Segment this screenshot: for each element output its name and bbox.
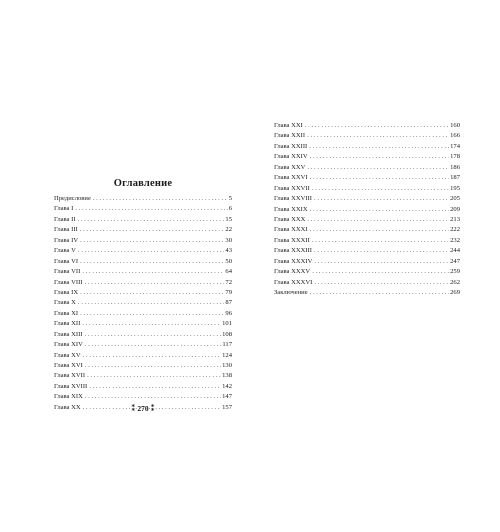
toc-entry-label: Глава XXXI [274,226,308,234]
toc-entry-label: Глава XXXV [274,268,311,276]
toc-entry [54,204,232,214]
toc-entry [274,225,460,235]
toc-entry-label: Глава III [54,226,78,234]
toc-dot-leader [80,257,224,267]
toc-dot-leader [93,194,228,204]
toc-dot-leader [84,278,224,288]
toc-entry-label: Глава XVI [54,362,83,369]
toc-dot-leader [309,142,449,152]
toc-entry-page: 101 [222,320,232,328]
toc-dot-leader [85,392,221,402]
toc-entry-page: 247 [450,257,460,265]
toc-entry [54,257,232,267]
folio-ornament-left-icon: ⁑ [131,404,136,413]
toc-entry-page: 209 [450,205,460,213]
toc-entry-page: 79 [225,288,232,296]
page-number-value: 270 [137,404,149,413]
toc-entry-page: 6 [228,205,232,213]
toc-entry-label: Глава XXX [274,215,306,223]
toc-entry [54,215,232,225]
toc-dot-leader [314,246,449,256]
toc-entry-page: 117 [222,341,232,349]
toc-entry [274,215,460,225]
toc-entry [54,319,232,329]
toc-dot-leader [78,215,225,225]
toc-entry-page: 187 [450,174,460,182]
toc-entry-label: Глава XV [54,351,81,359]
toc-entry [54,246,232,256]
toc-entry-label: Глава V [54,247,76,255]
toc-entry-label: Глава XII [54,320,81,328]
toc-dot-leader [310,225,449,235]
toc-entry-page: 178 [450,153,460,161]
toc-dot-leader [87,371,221,381]
right-page [274,0,460,532]
toc-entry-label: Глава VII [54,268,81,276]
toc-entry [54,309,232,319]
toc-entry-page: 232 [450,236,460,244]
toc-entry [274,267,460,277]
toc-entry-label: Глава II [54,215,76,223]
toc-dot-leader [83,351,221,361]
toc-entry [54,194,232,204]
toc-dot-leader [307,215,449,225]
toc-entry-label: Глава IX [54,288,79,296]
toc-entry-page: 157 [222,403,232,411]
toc-entry [274,142,460,152]
toc-entry [54,351,232,361]
toc-entry-page: 50 [225,257,232,265]
toc-dot-leader [314,278,449,288]
toc-entry-label: Глава XXII [274,132,306,140]
toc-entry-page: 166 [450,132,460,140]
toc-entry-label: Глава X [54,299,76,307]
toc-entry-page: 30 [225,236,232,244]
toc-dot-leader [84,330,221,340]
toc-entry-label: Глава XXXII [274,236,310,244]
toc-entry [274,246,460,256]
toc-entry-label: Глава XXV [274,163,306,171]
left-page [54,0,232,532]
toc-dot-leader [82,267,224,277]
toc-entry-page: 138 [222,372,232,380]
toc-entry-page: 259 [450,268,460,276]
toc-dot-leader [80,236,224,246]
toc-entry [274,173,460,183]
toc-entry [54,361,232,371]
toc-entry-label: Глава XXXVI [274,278,313,286]
toc-entry-label: Глава XXIX [274,205,308,213]
toc-entry [274,236,460,246]
toc-entry-label: Глава IV [54,236,79,244]
toc-entry [54,236,232,246]
toc-entry-page: 15 [225,215,232,223]
folio-ornament-right-icon: ⁑ [150,404,155,413]
toc-entry-page: 186 [450,163,460,171]
toc-entry-page: 244 [450,247,460,255]
toc-dot-leader [310,288,449,298]
toc-dot-leader [89,382,221,392]
toc-entry-page: 142 [222,382,232,390]
toc-entry-label: Глава XXIV [274,153,308,161]
toc-dot-leader [80,288,224,298]
toc-entry-label: Глава XIX [54,393,83,401]
toc-entry [274,278,460,288]
toc-entry-label: Глава XIV [54,341,83,349]
toc-entry-label: Глава VIII [54,278,83,286]
toc-dot-leader [75,204,227,214]
toc-dot-leader [80,309,224,319]
toc-entry [54,288,232,298]
toc-entry-label: Глава XXI [274,122,303,129]
toc-entry-label: Глава XIII [54,330,83,338]
toc-dot-leader [314,257,449,267]
toc-dot-leader [312,184,449,194]
toc-entry [54,267,232,277]
toc-entry-page: 22 [225,226,232,234]
toc-entry [54,340,232,350]
toc-entry-label: Глава XI [54,309,79,317]
toc-entry-page: 96 [225,309,232,317]
toc-dot-leader [82,319,221,329]
toc-dot-leader [312,236,449,246]
toc-entry-label: Глава XXIII [274,142,308,150]
toc-entry [274,194,460,204]
toc-entry-page: 160 [450,122,460,129]
toc-entry [274,288,460,298]
toc-entry-page: 108 [222,330,232,338]
toc-entry-page: 205 [450,195,460,203]
toc-entry-label: Глава XXXIV [274,257,313,265]
toc-title: Оглавление [113,178,173,189]
toc-dot-leader [307,131,449,141]
page-number [54,403,232,413]
toc-entry [54,382,232,392]
toc-entry-page: 72 [225,278,232,286]
toc-entry-page: 64 [225,268,232,276]
toc-entry-label: Глава XXVIII [274,195,313,203]
toc-entry [54,330,232,340]
toc-entry-label: Глава I [54,205,74,213]
toc-entry-label: Глава XX [54,403,81,411]
toc-entry [274,257,460,267]
toc-entry-page: 147 [222,393,232,401]
toc-entry-page: 222 [450,226,460,234]
toc-list-left [54,194,232,413]
toc-entry-label: Глава XXVII [274,184,310,192]
toc-entry [274,121,460,131]
toc-entry-label: Глава XVIII [54,382,88,390]
toc-entry-page: 5 [228,195,232,202]
toc-entry [54,225,232,235]
toc-entry [54,392,232,402]
toc-entry-page: 174 [450,142,460,150]
toc-entry-label: Глава XXVI [274,174,308,182]
toc-dot-leader [305,121,449,131]
toc-entry-label: Глава XVII [54,372,86,380]
toc-dot-leader [85,340,221,350]
toc-dot-leader [314,194,449,204]
toc-dot-leader [78,246,225,256]
toc-entry-label: Предисловие [54,195,91,202]
toc-dot-leader [310,205,449,215]
toc-entry-page: 130 [222,362,232,369]
toc-entry-label: Глава XXXIII [274,247,313,255]
toc-list-right [274,121,460,298]
toc-entry [274,152,460,162]
toc-entry [54,371,232,381]
toc-dot-leader [312,267,449,277]
toc-entry [274,131,460,141]
toc-entry [274,163,460,173]
toc-entry-page: 213 [450,215,460,223]
toc-entry-page: 87 [225,299,232,307]
toc-entry-page: 269 [450,289,460,296]
toc-entry [54,298,232,308]
toc-entry-page: 43 [225,247,232,255]
toc-dot-leader [307,163,449,173]
toc-dot-leader [310,173,449,183]
toc-entry-page: 262 [450,278,460,286]
toc-entry-label: Глава VI [54,257,79,265]
toc-entry [54,278,232,288]
toc-entry-label: Заключение [274,289,308,296]
toc-entry [274,205,460,215]
toc-dot-leader [78,298,225,308]
toc-dot-leader [80,225,225,235]
toc-dot-leader [310,152,449,162]
toc-entry-page: 124 [222,351,232,359]
toc-entry-page: 195 [450,184,460,192]
toc-entry [274,184,460,194]
toc-dot-leader [85,361,221,371]
